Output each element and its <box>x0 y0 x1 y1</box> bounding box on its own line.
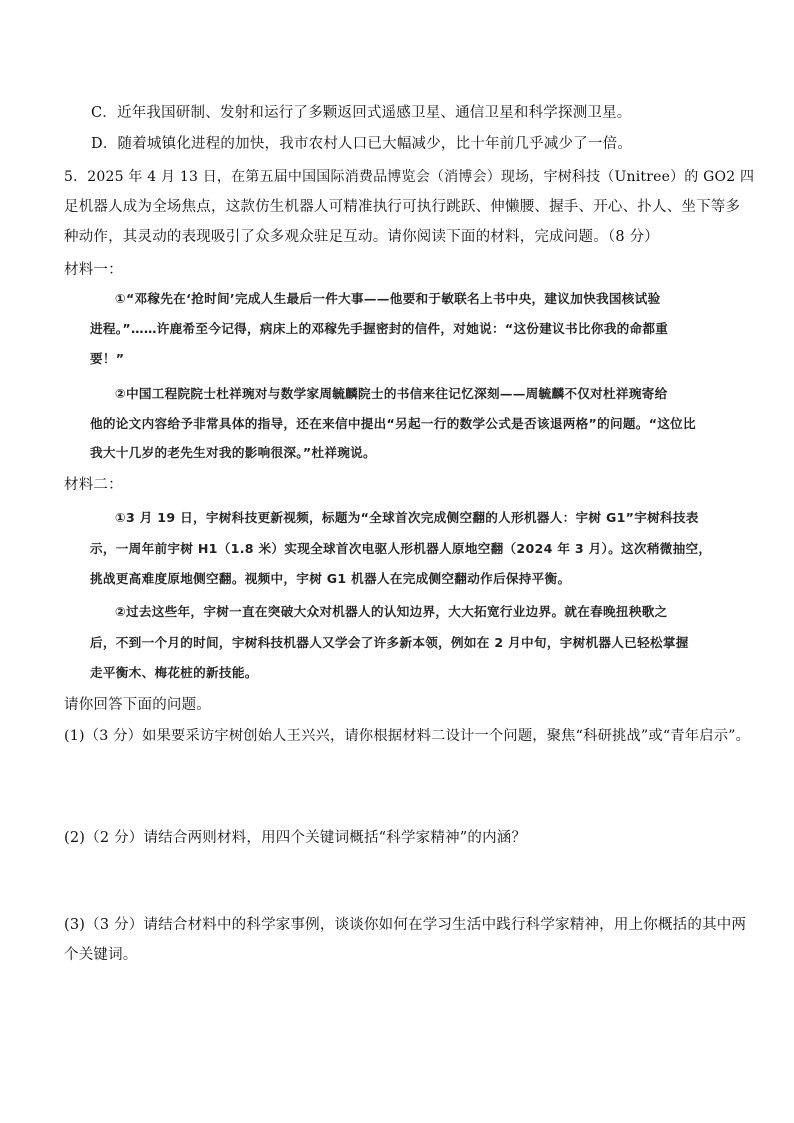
material-1-paragraph-line: ②中国工程院院士杜祥琬对与数学家周毓麟院士的书信来往记忆深刻——周毓麟不仅对杜祥琬寄给 <box>115 386 668 401</box>
material-2-paragraph-line: ①3 月 19 日，宇树科技更新视频，标题为“全球首次完成侧空翻的人形机器人：宇树 G1”宇树科技表 <box>115 510 699 525</box>
material-2-paragraph-line: 走平衡木、梅花桩的新技能。 <box>90 665 258 680</box>
sub-question-2: (2)（2 分）请结合两则材料，用四个关键词概括“科学家精神”的内涵？ <box>64 830 527 846</box>
material-1-paragraph-line: 他的论文内容给予非常具体的指导，还在来信中提出“另起一行的数学公式是否该退两格”的问题。“这位比 <box>90 416 696 431</box>
material-2-paragraph-line: 挑战更高难度原地侧空翻。视频中，宇树 G1 机器人在完成侧空翻动作后保持平衡。 <box>90 571 571 586</box>
material-2-paragraph-line: 示，一周年前宇树 H1（1.8 米）实现全球首次电驱人形机器人原地空翻（2024 年 3 月）。这次稍微抽空， <box>90 541 712 556</box>
question-5-intro-line: 5．2025 年 4 月 13 日，在第五届中国国际消费品博览会（消博会）现场，宇树科技（Unitree）的 GO2 四 <box>64 169 755 185</box>
question-5-intro-line: 种动作，其灵动的表现吸引了众多观众驻足互动。请你阅读下面的材料，完成问题。（8 分） <box>64 229 659 245</box>
material-1-paragraph-line: ①“邓稼先在‘抢时间’完成人生最后一件大事——他要和于敏联名上书中央，建议加快我国核试验 <box>115 291 661 306</box>
option-d: D．随着城镇化进程的加快，我市农村人口已大幅减少，比十年前几乎减少了一倍。 <box>91 136 633 152</box>
material-1-paragraph-line: 要！” <box>90 351 125 366</box>
sub-question-3-line: (3)（3 分）请结合材料中的科学家事例，谈谈你如何在学习生活中践行科学家精神，用上你概括的其中两 <box>64 917 747 933</box>
material-2-paragraph-line: ②过去这些年，宇树一直在突破大众对机器人的认知边界，大大拓宽行业边界。就在春晚扭秧歌之 <box>115 604 668 619</box>
material-1-paragraph-line: 我大十几岁的老先生对我的影响很深。”杜祥琬说。 <box>90 445 376 460</box>
material-1-heading: 材料一： <box>64 262 123 278</box>
material-2-paragraph-line: 后，不到一个月的时间，宇树科技机器人又学会了许多新本领，例如在 2 月中旬，宇树机器人已轻松掌握 <box>90 635 689 650</box>
material-2-heading: 材料二： <box>64 477 123 493</box>
option-c: C．近年我国研制、发射和运行了多颗返回式遥感卫星、通信卫星和科学探测卫星。 <box>91 105 632 121</box>
answer-prompt: 请你回答下面的问题。 <box>64 697 211 713</box>
sub-question-3-line: 个关键词。 <box>64 947 138 963</box>
material-1-paragraph-line: 进程。”……许鹿希至今记得，病床上的邓稼先手握密封的信件，对她说：“这份建议书比你我的命都重 <box>90 321 669 336</box>
question-5-intro-line: 足机器人成为全场焦点，这款仿生机器人可精准执行可执行跳跃、伸懒腰、握手、开心、扑人、坐下等多 <box>64 199 741 215</box>
sub-question-1: (1)（3 分）如果要采访宇树创始人王兴兴，请你根据材料二设计一个问题，聚焦“科研挑战”或“青年启示”。 <box>64 728 751 744</box>
